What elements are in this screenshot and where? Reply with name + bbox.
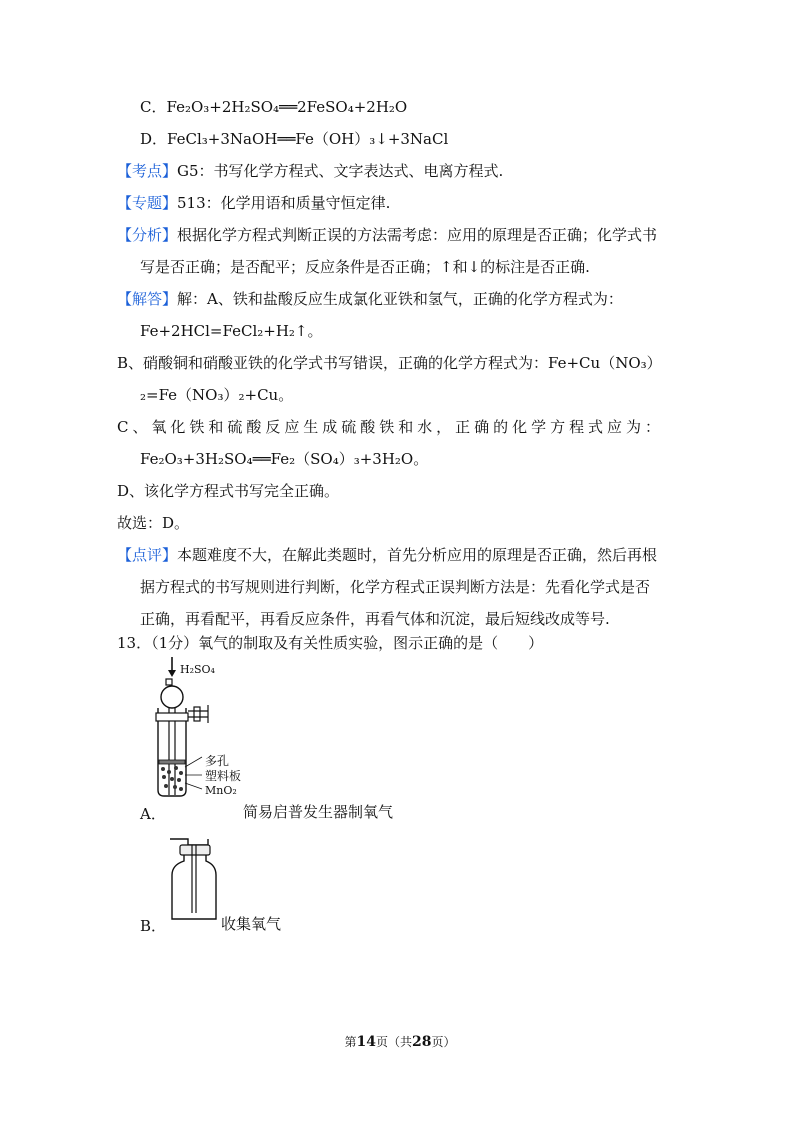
- dianping-line3: 正确，再看配平，再看反应条件，再看气体和沉淀，最后短线改成等号.: [140, 610, 610, 628]
- answer-line: 故选：D。: [117, 514, 190, 532]
- d-explanation: D、该化学方程式书写完全正确。: [117, 482, 340, 500]
- c-explanation-line1: [117, 416, 660, 438]
- figure-a-acid-label: H₂SO₄: [180, 663, 215, 676]
- b-explanation-line1: B、硝酸铜和硝酸亚铁的化学式书写错误，正确的化学方程式为：Fe+Cu（NO₃）: [117, 354, 662, 372]
- c-explanation-text: C、氧化铁和硫酸反应生成硫酸铁和水，正确的化学方程式应为：: [117, 418, 660, 436]
- jieda-section: [117, 288, 623, 310]
- option-c-equation: C．Fe₂O₃+2H₂SO₄══2FeSO₄+2H₂O: [140, 98, 408, 116]
- gas-bottle-drawing: [168, 835, 220, 925]
- figure-a-apparatus: [150, 655, 280, 800]
- jieda-line2: Fe+2HCl=FeCl₂+H₂↑。: [140, 322, 323, 340]
- figure-a-caption: 简易启普发生器制氧气: [243, 803, 394, 821]
- jieda-line1: 解：A、铁和盐酸反应生成氯化亚铁和氢气，正确的化学方程式为：: [177, 290, 623, 308]
- question-13: 13．（1分）氧气的制取及有关性质实验，图示正确的是（ ）: [117, 634, 544, 652]
- b-explanation-line2: ₂=Fe（NO₃）₂+Cu。: [140, 386, 294, 404]
- dianping-line2: 据方程式的书写规则进行判断，化学方程式正误判断方法是：先看化学式是否: [140, 578, 651, 596]
- fenxi-section: [117, 224, 657, 246]
- figure-b-caption: 收集氧气: [221, 915, 282, 933]
- figure-b-option: B．: [140, 917, 167, 935]
- kaodian-text: G5：书写化学方程式、文字表达式、电离方程式.: [177, 162, 504, 180]
- zhuanti-section: [117, 192, 390, 214]
- zhuanti-text: 513：化学用语和质量守恒定律.: [177, 194, 391, 212]
- kaodian-section: [117, 160, 503, 182]
- kaodian-tag: 【考点】: [117, 162, 178, 180]
- page-footer: [0, 1033, 800, 1050]
- figure-a-option: A．: [140, 805, 166, 823]
- dianping-section: [117, 544, 657, 566]
- fenxi-line1: 根据化学方程式判断正误的方法需考虑：应用的原理是否正确；化学式书: [177, 226, 658, 244]
- fenxi-tag: 【分析】: [117, 226, 178, 244]
- footer-pre: 第: [344, 1035, 357, 1049]
- figure-a-label-plastic-board: 塑料板: [205, 769, 242, 783]
- footer-page-number: 14: [356, 1034, 376, 1050]
- footer-mid: 页（共: [375, 1035, 412, 1049]
- zhuanti-tag: 【专题】: [117, 194, 178, 212]
- figure-a-label-mno2: MnO₂: [205, 784, 237, 797]
- c-explanation-line2: Fe₂O₃+3H₂SO₄══Fe₂（SO₄）₃+3H₂O。: [140, 450, 429, 468]
- figure-b-apparatus: [168, 835, 220, 925]
- fenxi-line2: 写是否正确；是否配平；反应条件是否正确；↑和↓的标注是否正确.: [140, 258, 590, 276]
- footer-post: 页）: [431, 1035, 456, 1049]
- dianping-line1: 本题难度不大，在解此类题时，首先分析应用的原理是否正确，然后再根: [177, 546, 658, 564]
- kipp-generator-drawing: [150, 655, 280, 800]
- dianping-tag: 【点评】: [117, 546, 178, 564]
- figure-a-label-porous: 多孔: [205, 754, 230, 768]
- jieda-tag: 【解答】: [117, 290, 178, 308]
- option-d-equation: D．FeCl₃+3NaOH══Fe（OH）₃↓+3NaCl: [140, 130, 449, 148]
- footer-total-pages: 28: [412, 1034, 432, 1050]
